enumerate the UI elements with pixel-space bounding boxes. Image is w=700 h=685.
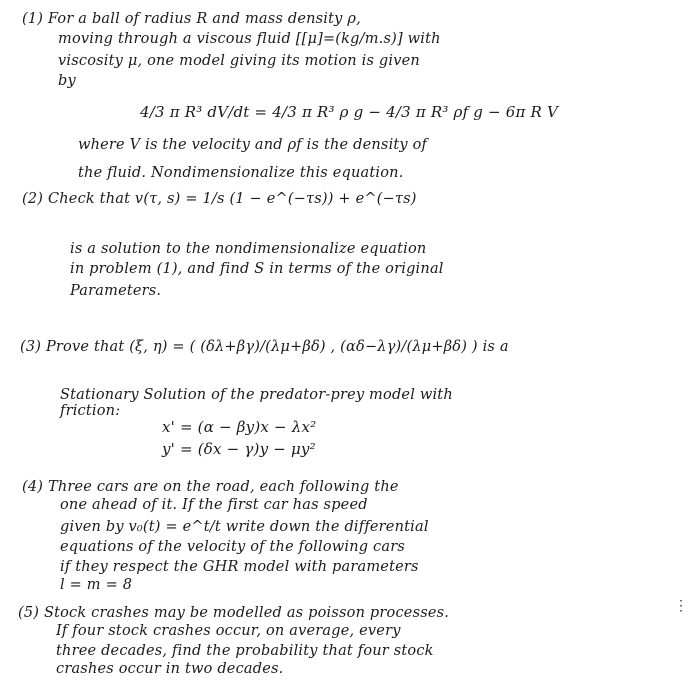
problem-2-number: (2) bbox=[22, 191, 44, 207]
problem-2-line-2: is a solution to the nondimensionalize equation bbox=[70, 241, 427, 257]
problem-4-line-1: (4) Three cars are on the road, each following the bbox=[22, 479, 399, 495]
problem-1-line-4: by bbox=[58, 73, 76, 89]
margin-dots: ⋮ bbox=[674, 598, 688, 614]
problem-5-line-3: three decades, find the probability that four stock bbox=[56, 643, 434, 659]
problem-1-line-1: (1) For a ball of radius R and mass density ρ, bbox=[22, 11, 361, 27]
problem-4-line-2: one ahead of it. If the first car has speed bbox=[60, 497, 368, 513]
problem-2-line-4: Parameters. bbox=[70, 283, 162, 299]
problem-3-line-3: friction: bbox=[60, 403, 121, 419]
problem-1-number: (1) bbox=[22, 11, 44, 27]
problem-3-line-2: Stationary Solution of the predator-prey model with bbox=[60, 387, 453, 403]
problem-4-line-5: if they respect the GHR model with parameters bbox=[60, 559, 419, 575]
problem-4-line-3: given by v₀(t) = e^t/t write down the differential bbox=[60, 519, 429, 535]
problem-4-line-4: equations of the velocity of the following cars bbox=[60, 539, 405, 555]
problem-1-line-6: where V is the velocity and ρf is the density of bbox=[78, 137, 428, 153]
problem-4-line-6: l = m = 8 bbox=[60, 577, 133, 593]
problem-3-equation-x: x' = (α − βy)x − λx² bbox=[162, 418, 317, 436]
problem-5-line-1: (5) Stock crashes may be modelled as poisson processes. bbox=[18, 605, 450, 621]
problem-2-line-3: in problem (1), and find S in terms of the original bbox=[70, 261, 444, 277]
problem-5-number: (5) bbox=[18, 605, 40, 621]
problem-2-line-1: (2) Check that v(τ, s) = 1/s (1 − e^(−τs)) + e^(−τs) bbox=[22, 191, 417, 207]
problem-3-line-1: (3) Prove that (ξ, η) = ( (δλ+βγ)/(λμ+βδ) , (αδ−λγ)/(λμ+βδ) ) is a bbox=[20, 339, 509, 355]
problem-1-line-3: viscosity μ, one model giving its motion is given bbox=[58, 53, 420, 69]
problem-3-number: (3) bbox=[20, 339, 42, 355]
problem-3-equation-y: y' = (δx − γ)y − μy² bbox=[162, 440, 316, 458]
problem-1-equation: 4/3 π R³ dV/dt = 4/3 π R³ ρ g − 4/3 π R³ ρf g − 6π R V bbox=[140, 103, 559, 121]
problem-5-line-2: If four stock crashes occur, on average, every bbox=[56, 623, 401, 639]
problem-1-line-7: the fluid. Nondimensionalize this equation. bbox=[78, 165, 404, 181]
problem-4-number: (4) bbox=[22, 479, 44, 495]
problem-5-line-4: crashes occur in two decades. bbox=[56, 661, 284, 677]
problem-1-line-2: moving through a viscous fluid [[μ]=(kg/m.s)] with bbox=[58, 31, 441, 47]
